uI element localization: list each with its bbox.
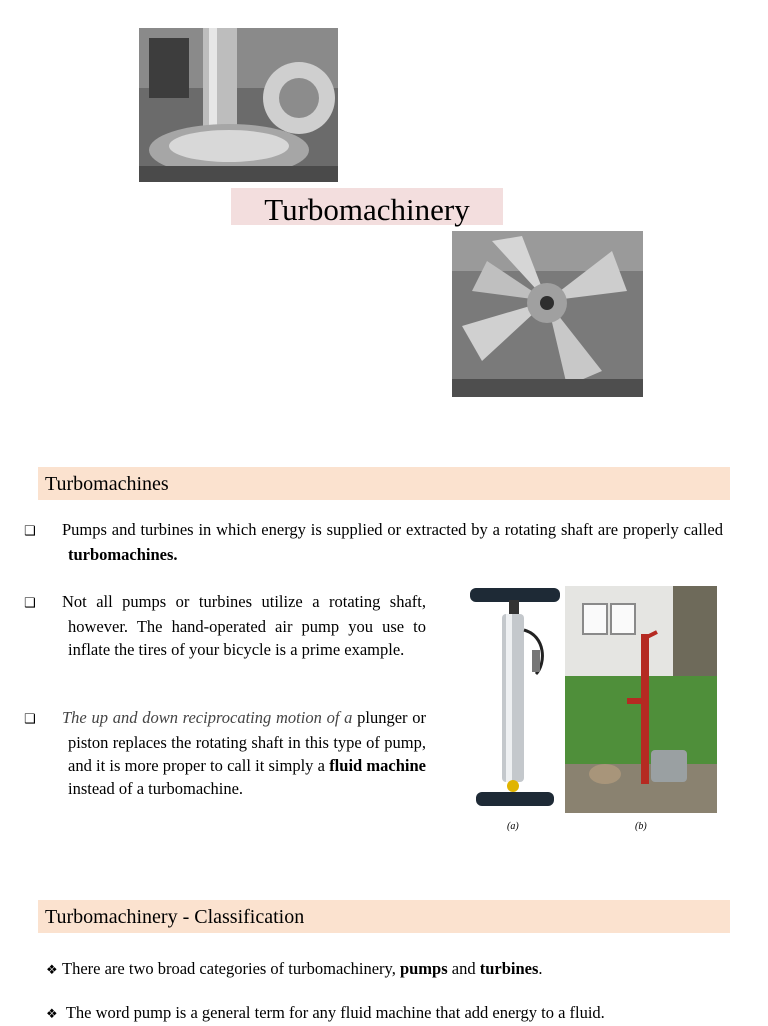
text-fragment: . — [538, 959, 543, 978]
title-box — [231, 188, 503, 225]
text-fragment: There are two broad categories of turbomachinery, — [62, 959, 400, 978]
diamond-bullet-icon: ❖ — [46, 1007, 58, 1022]
text-fragment: instead of a turbomachine. — [68, 779, 244, 798]
section-heading-text: Turbomachinery - Classification — [45, 906, 305, 928]
text-fragment: and — [447, 959, 480, 978]
section-heading-classification — [38, 900, 730, 933]
paragraph-pump-definition — [46, 1001, 723, 1026]
page-title: Turbomachinery — [264, 192, 470, 227]
pelton-wheel-photo — [139, 28, 338, 182]
paragraph-two-categories — [46, 957, 723, 982]
text-fragment: The word pump is a general term for any fluid machine that add energy to a fluid. — [65, 1003, 605, 1022]
bicycle-pump-image — [466, 584, 562, 816]
paragraph-reciprocating — [24, 706, 426, 800]
paragraph-air-pump — [24, 590, 426, 661]
text-fragment: Pumps and turbines in which energy is supplied or extracted by a rotating shaft are properly called — [62, 520, 723, 539]
hand-pump-photo — [565, 586, 717, 813]
caption-b: (b) — [635, 821, 647, 832]
checkbox-bullet-icon: ❑ — [24, 596, 36, 611]
bold-term: pumps — [399, 959, 448, 978]
italic-fragment: The up and down reciprocating motion of a — [62, 708, 353, 727]
section-heading-turbomachines — [38, 467, 730, 500]
diamond-bullet-icon: ❖ — [46, 963, 58, 978]
bold-term: turbomachines. — [68, 545, 178, 564]
bold-term: fluid machine — [329, 756, 426, 775]
propeller-photo — [452, 231, 643, 397]
text-fragment: plunger or piston replaces the rotating shaft in this type of pump, and it is more proper to call it simply a — [68, 708, 426, 775]
text-fragment: Not all pumps or turbines utilize a rotating shaft, however. The hand-operated air pump you use to inflate the tires of your bicycle is a prime example. — [62, 592, 426, 659]
bold-term: turbines — [479, 959, 539, 978]
checkbox-bullet-icon: ❑ — [24, 524, 36, 539]
caption-a: (a) — [507, 821, 519, 832]
section-heading-text: Turbomachines — [45, 473, 169, 495]
checkbox-bullet-icon: ❑ — [24, 712, 36, 727]
paragraph-turbomachines-definition — [24, 518, 723, 566]
